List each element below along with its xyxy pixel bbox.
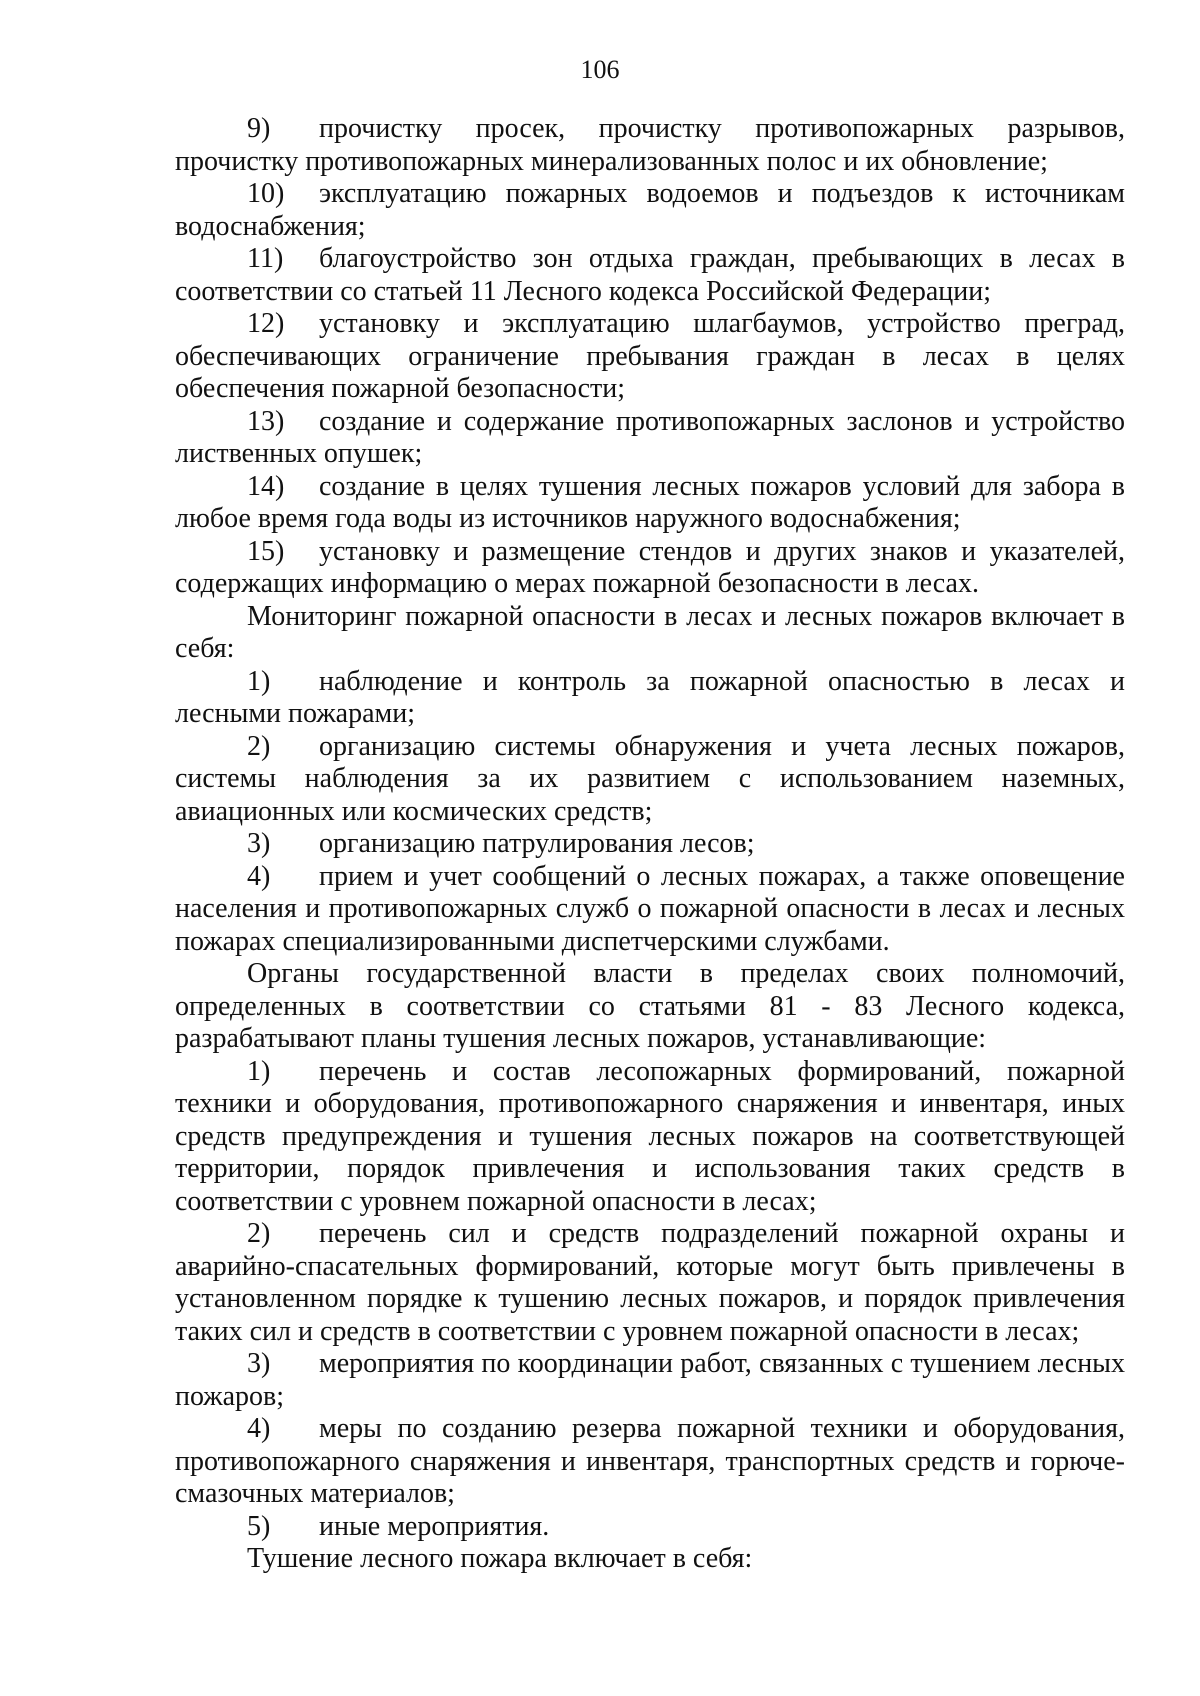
item-text: мероприятия по координации работ, связанных с тушением лесных пожаров; [175,1348,1125,1412]
list-item [175,308,1125,406]
list-item [175,666,1125,731]
item-number: 3) [247,828,271,859]
list-item [175,178,1125,243]
item-text: создание и содержание противопожарных заслонов и устройство лиственных опушек; [175,405,1125,469]
item-text: организацию патрулирования лесов; [319,828,755,859]
item-number: 1) [247,665,271,697]
item-number: 4) [247,860,271,892]
list-item [175,731,1125,829]
list-item [175,243,1125,308]
item-number: 1) [247,1055,271,1087]
list-item [175,1056,1125,1219]
item-number: 5) [247,1510,271,1542]
item-number: 14) [247,470,285,502]
list-item [175,828,1125,861]
item-number: 11) [247,243,284,274]
item-number: 4) [247,1413,271,1444]
item-text: установку и эксплуатацию шлагбаумов, устройство преград, обеспечивающих ограничение пребывания граждан в лесах в целях обеспечения пожарной безопасности; [175,308,1125,404]
item-text: организацию системы обнаружения и учета лесных пожаров, системы наблюдения за их развитием с использованием наземных, авиационных или космических средств; [175,730,1125,827]
item-text: наблюдение и контроль за пожарной опасностью в лесах и лесными пожарами; [175,665,1125,729]
item-text: благоустройство зон отдыха граждан, пребывающих в лесах в соответствии со статьей 11 Лесного кодекса Российской Федерации; [175,243,1125,307]
item-text: иные мероприятия. [319,1510,550,1542]
list-item [175,1218,1125,1348]
document-body [175,113,1125,1576]
list-item [175,1511,1125,1544]
list-item [175,113,1125,178]
list-item [175,406,1125,471]
item-number: 2) [247,1218,271,1249]
item-number: 15) [247,535,285,567]
monitoring-intro: Мониторинг пожарной опасности в лесах и лесных пожаров включает в себя: [175,600,1125,664]
item-number: 13) [247,405,285,437]
list-item [175,536,1125,601]
item-text: прием и учет сообщений о лесных пожарах, а также оповещение населения и противопожарных служб о пожарной опасности в лесах и лесных пожарах специализированными диспетчерскими службами. [175,860,1125,957]
item-text: эксплуатацию пожарных водоемов и подъездов к источникам водоснабжения; [175,178,1125,242]
item-number: 12) [247,308,285,339]
item-text: перечень и состав лесопожарных формирований, пожарной техники и оборудования, противопожарного снаряжения и инвентаря, иных средств предупреждения и тушения лесных пожаров на соответствующей территории, порядок привлечения и использования таких средств в соответствии с уровнем пожарной опасности в лесах; [175,1055,1125,1217]
list-item [175,471,1125,536]
item-text: перечень сил и средств подразделений пожарной охраны и аварийно-спасательных формирований, которые могут быть привлечены в установленном порядке к тушению лесных пожаров, и порядок привлечения таких сил и средств в соответствии с уровнем пожарной опасности в лесах; [175,1218,1125,1347]
page-number: 106 [580,55,620,84]
list-item [175,1413,1125,1511]
item-number: 2) [247,730,271,762]
list-item [175,861,1125,959]
item-text: меры по созданию резерва пожарной техники и оборудования, противопожарного снаряжения и инвентаря, транспортных средств и горюче-смазочных материалов; [175,1413,1125,1509]
item-text: создание в целях тушения лесных пожаров условий для забора в любое время года воды из источников наружного водоснабжения; [175,470,1125,534]
final-line: Тушение лесного пожара включает в себя: [247,1543,753,1574]
item-number: 3) [247,1348,271,1379]
item-number: 9) [247,113,271,144]
list-item [175,1348,1125,1413]
item-text: прочистку просек, прочистку противопожарных разрывов, прочистку противопожарных минерализованных полос и их обновление; [175,113,1125,177]
plans-intro: Органы государственной власти в пределах своих полномочий, определенных в соответствии со статьями 81 - 83 Лесного кодекса, разрабатывают планы тушения лесных пожаров, устанавливающие: [175,958,1125,1054]
item-number: 10) [247,178,285,209]
item-text: установку и размещение стендов и других знаков и указателей, содержащих информацию о мерах пожарной безопасности в лесах. [175,535,1125,599]
